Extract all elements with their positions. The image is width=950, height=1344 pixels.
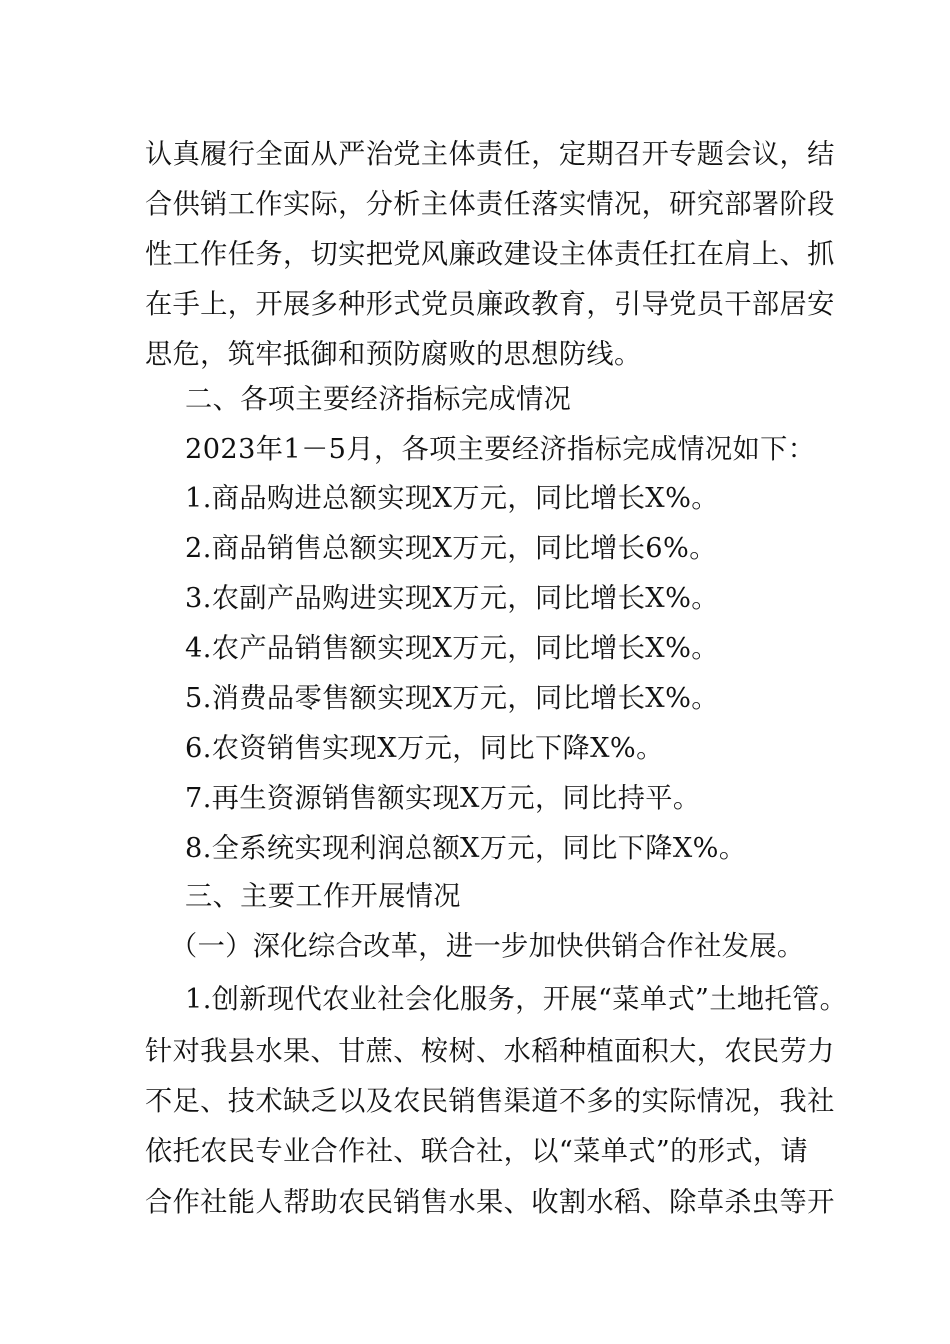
paragraph-line: 依托农民专业合作社、联合社，以“菜单式”的形式，请 (145, 1136, 809, 1167)
section-heading: 三、主要工作开展情况 (185, 881, 461, 912)
paragraph-line: 不足、技术缺乏以及农民销售渠道不多的实际情况，我社 (145, 1086, 835, 1117)
indicator-item: 6.农资销售实现X万元，同比下降X%。 (185, 733, 664, 764)
intro-text: 2023年1－5月，各项主要经济指标完成情况如下： (185, 434, 816, 465)
paragraph-line: 认真履行全面从严治党主体责任，定期召开专题会议，结 (145, 139, 835, 170)
indicator-item: 4.农产品销售额实现X万元，同比增长X%。 (185, 633, 719, 664)
indicator-item: 3.农副产品购进实现X万元，同比增长X%。 (185, 583, 719, 614)
paragraph-line: 针对我县水果、甘蔗、桉树、水稻种植面积大，农民劳力 (145, 1036, 835, 1067)
sub-heading: （一）深化综合改革，进一步加快供销合作社发展。 (170, 931, 805, 962)
paragraph-line: 合供销工作实际，分析主体责任落实情况，研究部署阶段 (145, 189, 835, 220)
indicator-item: 8.全系统实现利润总额X万元，同比下降X%。 (185, 833, 747, 864)
indicator-item: 2.商品销售总额实现X万元，同比增长6%。 (185, 533, 717, 564)
paragraph-line: 1.创新现代农业社会化服务，开展“菜单式”土地托管。 (185, 984, 848, 1015)
indicator-item: 1.商品购进总额实现X万元，同比增长X%。 (185, 483, 719, 514)
indicator-item: 7.再生资源销售额实现X万元，同比持平。 (185, 783, 701, 814)
section-heading: 二、各项主要经济指标完成情况 (185, 384, 572, 415)
paragraph-line: 合作社能人帮助农民销售水果、收割水稻、除草杀虫等开 (145, 1187, 835, 1218)
indicator-item: 5.消费品零售额实现X万元，同比增长X%。 (185, 683, 719, 714)
paragraph-line: 在手上，开展多种形式党员廉政教育，引导党员干部居安 (145, 289, 835, 320)
paragraph-line: 思危，筑牢抵御和预防腐败的思想防线。 (145, 339, 642, 370)
paragraph-line: 性工作任务，切实把党风廉政建设主体责任扛在肩上、抓 (145, 239, 835, 270)
